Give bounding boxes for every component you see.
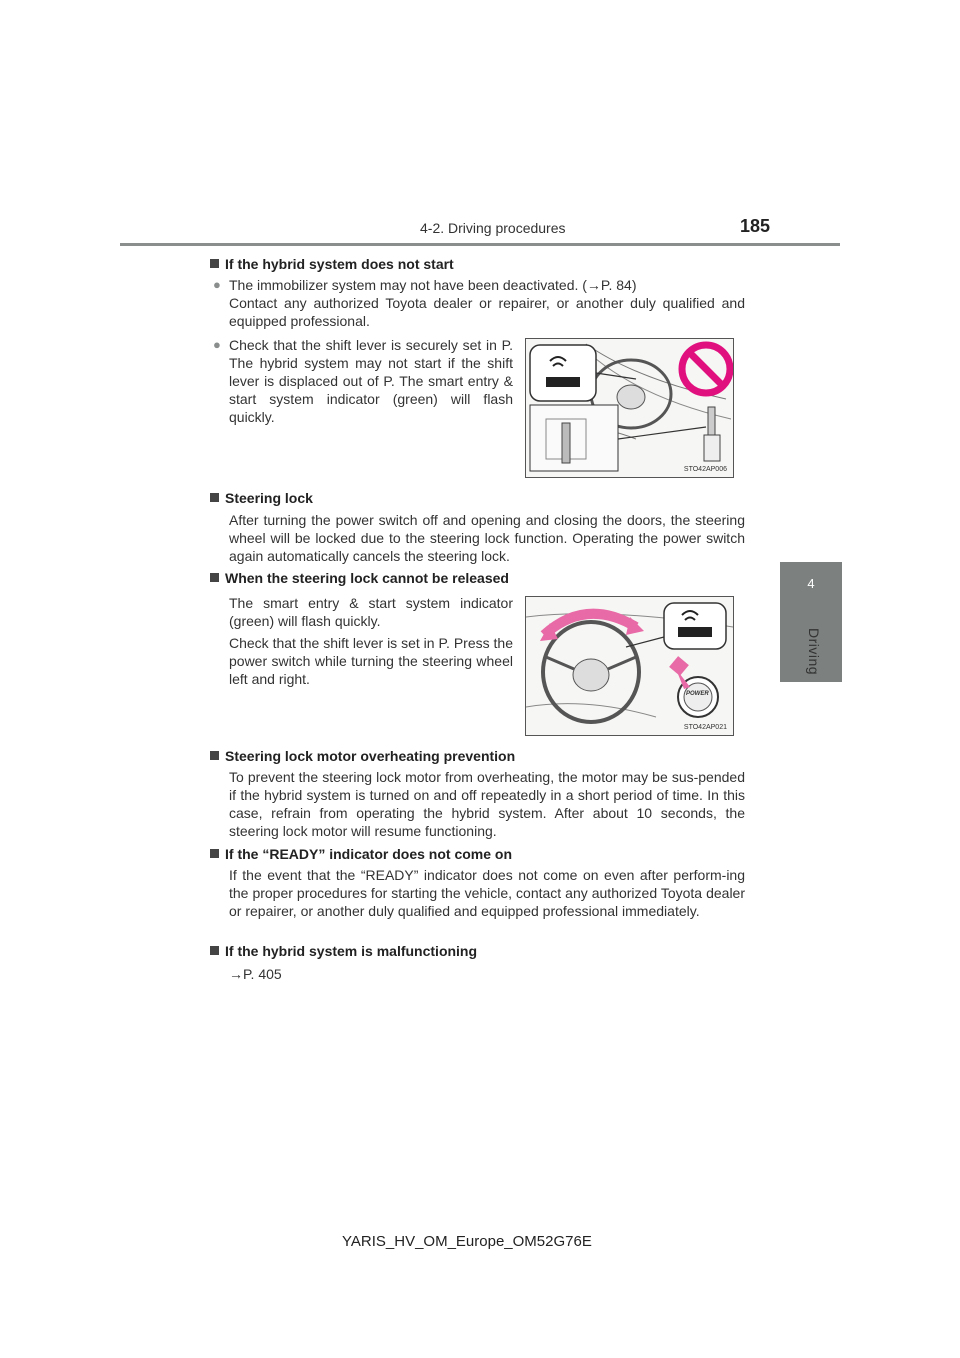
steering-release-drawing	[526, 597, 733, 735]
release-instructions-text: Check that the shift lever is set in P. Press the power switch while turning the steering wheel left and right.	[229, 635, 513, 687]
ready-indicator-text: If the event that the “READY” indicator does not come on even after perform-ing the proper procedures for starting the vehicle, contact any authorized Toyota dealer or repairer, or another duly qualified and equipped professional immediately.	[229, 867, 745, 919]
document-footer: YARIS_HV_OM_Europe_OM52G76E	[342, 1233, 592, 1250]
heading-hybrid-not-start: If the hybrid system does not start	[210, 256, 454, 272]
indicator-flash-text: The smart entry & start system indicator (green) will flash quickly.	[229, 595, 513, 629]
power-switch-label: POWER	[686, 691, 709, 697]
shift-lever-illustration	[525, 338, 734, 478]
malfunction-reference[interactable]: →P. 405	[229, 966, 282, 982]
steering-release-illustration	[525, 596, 734, 736]
square-bullet-icon	[210, 751, 219, 760]
immobilizer-text: The immobilizer system may not have been deactivated. (→P. 84) Contact any authorized Toyota dealer or repairer, or another duly qualified and equipped professional.	[229, 277, 745, 329]
heading-steering-lock: Steering lock	[210, 490, 313, 506]
header-divider	[120, 243, 840, 246]
section-title: 4-2. Driving procedures	[420, 220, 566, 236]
square-bullet-icon	[210, 849, 219, 858]
square-bullet-icon	[210, 573, 219, 582]
page-number: 185	[740, 216, 771, 236]
shift-lever-text: Check that the shift lever is securely set in P. The hybrid system may not start if the shift lever is displaced out of P. The smart entry & start system indicator (green) will flash quickly.	[229, 337, 513, 425]
chapter-number: 4	[807, 576, 815, 591]
circle-bullet-icon: ●	[213, 277, 221, 292]
square-bullet-icon	[210, 259, 219, 268]
chapter-label: Driving	[806, 628, 822, 676]
image-code: STO42AP006	[683, 466, 727, 473]
heading-ready-indicator: If the “READY” indicator does not come on	[210, 846, 512, 862]
image-code: STO42AP021	[683, 724, 727, 731]
heading-lock-not-released: When the steering lock cannot be released	[210, 570, 509, 586]
circle-bullet-icon: ●	[213, 337, 221, 352]
heading-malfunction: If the hybrid system is malfunctioning	[210, 943, 477, 959]
shift-lever-drawing	[526, 339, 733, 477]
square-bullet-icon	[210, 493, 219, 502]
heading-overheating: Steering lock motor overheating prevention	[210, 748, 515, 764]
steering-lock-text: After turning the power switch off and opening and closing the doors, the steering wheel will be locked due to the steering lock function. Operating the power switch again automatically cancels the steering lock.	[229, 512, 745, 564]
overheating-text: To prevent the steering lock motor from overheating, the motor may be sus-pended if the hybrid system is turned on and off repeatedly in a short period of time. In this case, refrain from operating the hybrid system. After about 10 seconds, the steering lock motor will resume functioning.	[229, 769, 745, 839]
square-bullet-icon	[210, 946, 219, 955]
